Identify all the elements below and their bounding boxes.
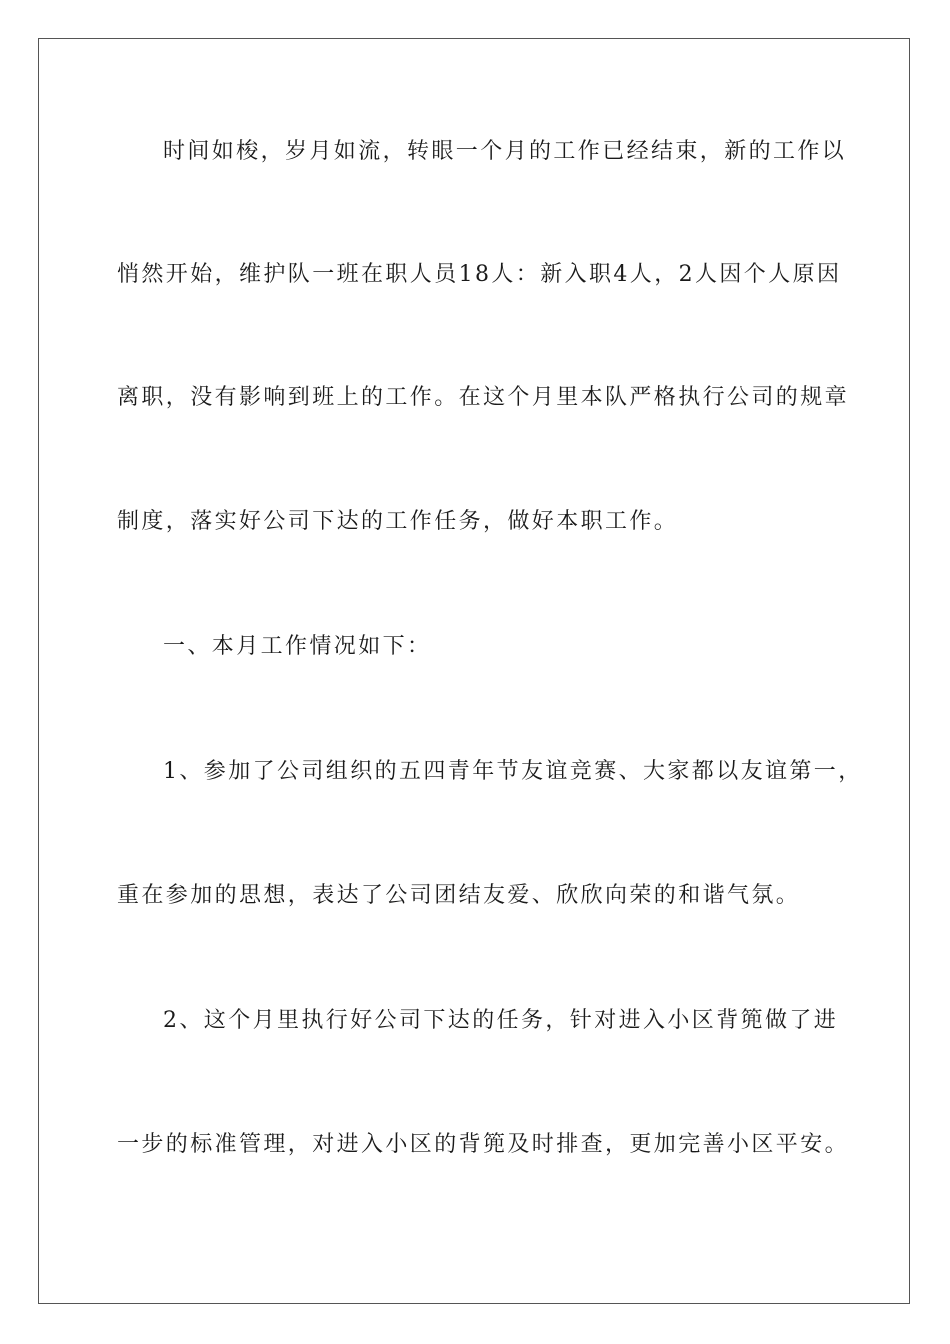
section-heading: 一、本月工作情况如下： — [163, 634, 432, 659]
item-2-line-2: 一步的标准管理，对进入小区的背篼及时排查，更加完善小区平安。 — [117, 1132, 850, 1157]
item-1-line-1: 1、参加了公司组织的五四青年节友谊竞赛、大家都以友谊第一， — [163, 759, 863, 784]
paragraph-1-line-2: 悄然开始，维护队一班在职人员18人：新入职4人，2人因个人原因 — [117, 262, 842, 287]
item-2-line-1: 2、这个月里执行好公司下达的任务，针对进入小区背篼做了进 — [163, 1008, 839, 1033]
paragraph-1-line-4: 制度，落实好公司下达的工作任务，做好本职工作。 — [117, 509, 679, 534]
paragraph-1-line-3: 离职，没有影响到班上的工作。在这个月里本队严格执行公司的规章 — [117, 385, 850, 410]
item-1-line-2: 重在参加的思想，表达了公司团结友爱、欣欣向荣的和谐气氛。 — [117, 883, 801, 908]
page-border — [38, 38, 910, 1304]
paragraph-1-line-1: 时间如梭，岁月如流，转眼一个月的工作已经结束，新的工作以 — [163, 139, 847, 164]
